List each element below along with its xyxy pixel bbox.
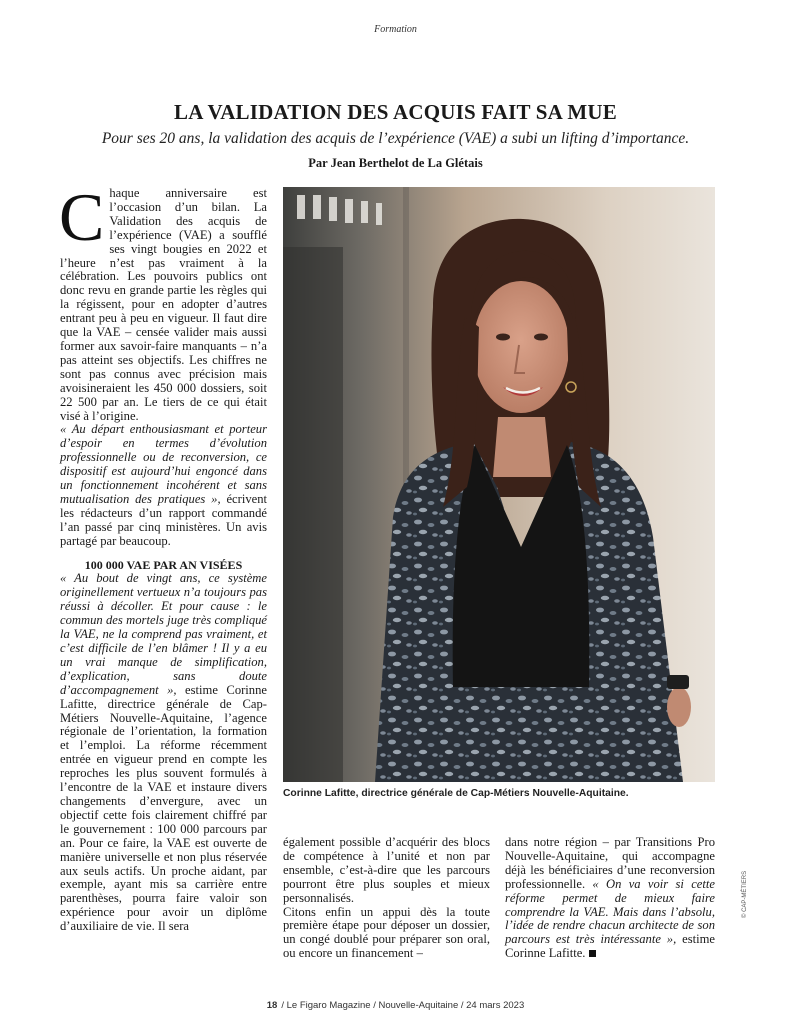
photo-credit: © CAP-MÉTIERS	[742, 870, 748, 918]
article-subtitle: Pour ses 20 ans, la validation des acquis de l’expérience (VAE) a subi un lifting d’importance.	[101, 130, 690, 147]
section-label: Formation	[374, 24, 417, 35]
publication-info: / Le Figaro Magazine / Nouvelle-Aquitaine / 24 mars 2023	[281, 1000, 525, 1011]
portrait-photo	[283, 187, 715, 782]
lafitte-quote-1: « Au bout de vingt ans, ce système originellement vertueux n’a toujours pas réussi à décoller. Et pour cause : le commun des mortels juge très compliqué la VAE, ne la comprend pas vraiment, et c’est difficile de l’en blâmer ! Il y a eu un vrai manque de simplification, d’explication, sans doute d’accompagnement »,	[60, 571, 267, 697]
paragraph-region: dans notre région – par Transitions Pro Nouvelle-Aquitaine, qui accompagne déjà les bénéficiaires d’une reconversion professionnelle.	[505, 835, 715, 891]
drop-cap: C	[59, 179, 105, 255]
report-quote: « Au départ enthousiasmant et porteur d’espoir en termes d’évolution professionnelle ou de reconversion, ce dispositif est aujourd’hui engoncé dans un fonctionnement incohérent et sans mutualisation des pratiques »,	[60, 422, 267, 506]
lafitte-quote-2: « On va voir si cette réforme permet de mieux faire comprendre la VAE. Mais dans l’absolu, l’idée de rendre chacun architecte de son parcours est très intéressante »,	[505, 876, 715, 947]
end-mark-icon	[589, 950, 596, 957]
photo-caption: Corinne Lafitte, directrice générale de Cap-Métiers Nouvelle-Aquitaine.	[283, 788, 629, 799]
paragraph-support: Citons enfin un appui dès la toute première étape pour déposer un dossier, un congé doublé pour préparer son oral, ou encore un financement –	[283, 904, 490, 961]
article-column-2	[283, 836, 490, 961]
page-footer	[0, 1000, 791, 1011]
paragraph-reform: estime Corinne Lafitte, directrice générale de Cap-Métiers Nouvelle-Aquitaine, l’agence régionale de l’orientation, la formation et l’emploi. La réforme récemment entrée en vigueur prend en compte les reproches les plus souvent formulés à l’encontre de la VAE et instaure divers changements d’envergure, avec un objectif cette fois clairement chiffré par le gouvernement : 100 000 parcours par an. Pour ce faire, la VAE est ouverte de manière universelle et non plus réservée aux seuls actifs. Un proche aidant, par exemple, ayant mis sa carrière entre parenthèses, pourra faire valoir son expérience pour avoir un diplôme d’auxiliaire de vie. Il sera	[60, 682, 267, 934]
paragraph-intro: haque anniversaire est l’occasion d’un bilan. La Validation des acquis de l’expérience (VAE) a soufflé ses vingt bougies en 2022 et l’heure n’est pas vraiment à la célébration. Les pouvoirs publics ont donc revu en grande partie les règles qui la régissent, pour en adopter d’autres entrant peu à peu en vigueur. Il faut dire que la VAE – censée valider mais aussi former aux savoir-faire manquants – n’a pas atteint ses objectifs. Les chiffres ne sont pas connus avec précision mais avoisineraient les 450 000 dossiers, soit 22 500 par an. Le tiers de ce qui était visé à l’origine.	[60, 186, 267, 423]
article-title: LA VALIDATION DES ACQUIS FAIT SA MUE	[174, 100, 617, 124]
paragraph-closing: estime Corinne Lafitte.	[505, 932, 716, 961]
article-column-1	[59, 179, 268, 934]
portrait-illustration	[283, 187, 715, 782]
paragraph-blocks: également possible d’acquérir des blocs de compétence à l’unité et non par ensemble, c’est-à-dire que les parcours pourront être plus souples et mieux personnalisés.	[283, 835, 490, 905]
byline: Par Jean Berthelot de La Glétais	[308, 156, 483, 170]
paragraph-report: écrivent les rédacteurs d’un rapport commandé l’an passé par cinq ministères. Un avis partagé par beaucoup.	[60, 491, 268, 548]
page-number: 18	[266, 1000, 278, 1011]
article-column-3	[505, 836, 715, 961]
subheading: 100 000 VAE PAR AN VISÉES	[84, 557, 243, 572]
